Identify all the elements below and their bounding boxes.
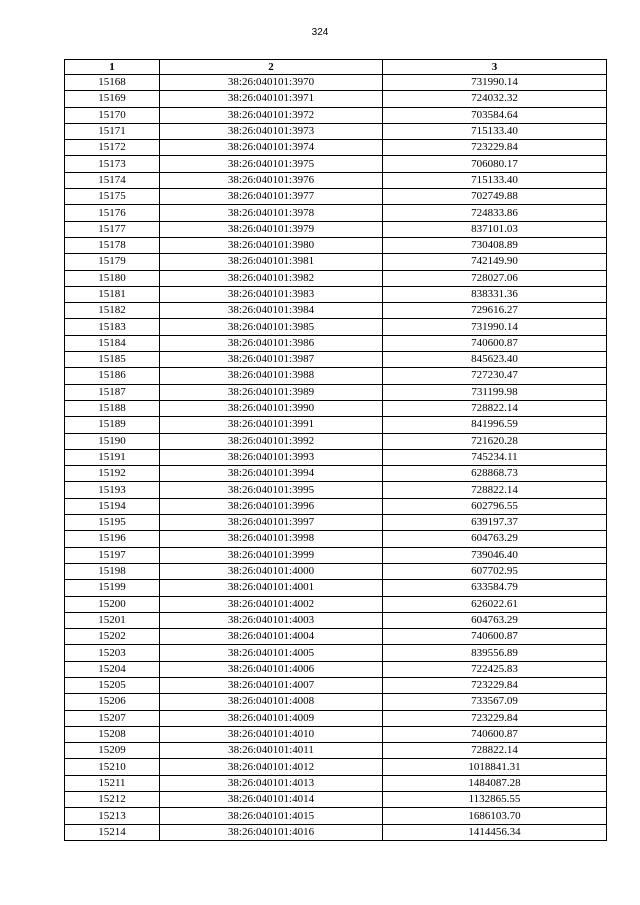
table-row [65, 433, 607, 449]
row-number-cell: 15206 [65, 694, 160, 710]
cadastral-number-cell: 38:26:040101:3975 [160, 156, 383, 172]
cadastral-number-cell: 38:26:040101:4007 [160, 677, 383, 693]
row-number-cell: 15188 [65, 400, 160, 416]
cadastral-value-cell: 604763.29 [383, 612, 607, 628]
cadastral-number-cell: 38:26:040101:3985 [160, 319, 383, 335]
row-number-cell: 15208 [65, 726, 160, 742]
cadastral-number-cell: 38:26:040101:3991 [160, 417, 383, 433]
table-row [65, 547, 607, 563]
table-row [65, 449, 607, 465]
row-number-cell: 15199 [65, 580, 160, 596]
cadastral-value-cell: 626022.61 [383, 596, 607, 612]
cadastral-number-cell: 38:26:040101:4012 [160, 759, 383, 775]
cadastral-value-cell: 1018841.31 [383, 759, 607, 775]
cadastral-number-cell: 38:26:040101:3971 [160, 91, 383, 107]
row-number-cell: 15207 [65, 710, 160, 726]
table-body [65, 75, 607, 841]
row-number-cell: 15189 [65, 417, 160, 433]
cadastral-number-cell: 38:26:040101:4001 [160, 580, 383, 596]
cadastral-value-cell: 602796.55 [383, 498, 607, 514]
row-number-cell: 15214 [65, 824, 160, 840]
row-number-cell: 15197 [65, 547, 160, 563]
row-number-cell: 15201 [65, 612, 160, 628]
cadastral-number-cell: 38:26:040101:3989 [160, 384, 383, 400]
row-number-cell: 15202 [65, 629, 160, 645]
cadastral-value-cell: 706080.17 [383, 156, 607, 172]
cadastral-number-cell: 38:26:040101:3986 [160, 335, 383, 351]
cadastral-value-table [64, 59, 607, 841]
cadastral-number-cell: 38:26:040101:3999 [160, 547, 383, 563]
table-row [65, 661, 607, 677]
cadastral-value-cell: 607702.95 [383, 563, 607, 579]
row-number-cell: 15181 [65, 286, 160, 302]
table-row [65, 612, 607, 628]
table-header-row [65, 60, 607, 75]
cadastral-number-cell: 38:26:040101:4003 [160, 612, 383, 628]
table-row [65, 677, 607, 693]
cadastral-value-cell: 739046.40 [383, 547, 607, 563]
cadastral-value-cell: 715133.40 [383, 172, 607, 188]
cadastral-value-cell: 702749.88 [383, 189, 607, 205]
cadastral-number-cell: 38:26:040101:4014 [160, 792, 383, 808]
cadastral-value-cell: 845623.40 [383, 352, 607, 368]
row-number-cell: 15212 [65, 792, 160, 808]
table-row [65, 466, 607, 482]
row-number-cell: 15194 [65, 498, 160, 514]
cadastral-value-cell: 728822.14 [383, 743, 607, 759]
row-number-cell: 15193 [65, 482, 160, 498]
cadastral-number-cell: 38:26:040101:4006 [160, 661, 383, 677]
row-number-cell: 15175 [65, 189, 160, 205]
cadastral-number-cell: 38:26:040101:3996 [160, 498, 383, 514]
row-number-cell: 15179 [65, 254, 160, 270]
cadastral-number-cell: 38:26:040101:3982 [160, 270, 383, 286]
cadastral-number-cell: 38:26:040101:4005 [160, 645, 383, 661]
table-row [65, 319, 607, 335]
cadastral-value-cell: 733567.09 [383, 694, 607, 710]
cadastral-number-cell: 38:26:040101:4002 [160, 596, 383, 612]
cadastral-value-cell: 838331.36 [383, 286, 607, 302]
table-row [65, 515, 607, 531]
table-row [65, 629, 607, 645]
table-row [65, 400, 607, 416]
cadastral-value-cell: 731990.14 [383, 319, 607, 335]
table-row [65, 482, 607, 498]
table-row [65, 140, 607, 156]
cadastral-number-cell: 38:26:040101:3997 [160, 515, 383, 531]
cadastral-number-cell: 38:26:040101:3984 [160, 303, 383, 319]
table-row [65, 775, 607, 791]
cadastral-value-cell: 740600.87 [383, 726, 607, 742]
row-number-cell: 15171 [65, 123, 160, 139]
cadastral-number-cell: 38:26:040101:3995 [160, 482, 383, 498]
cadastral-number-cell: 38:26:040101:4004 [160, 629, 383, 645]
cadastral-value-cell: 740600.87 [383, 335, 607, 351]
table-row [65, 563, 607, 579]
column-header-2: 2 [160, 60, 383, 75]
cadastral-number-cell: 38:26:040101:3970 [160, 75, 383, 91]
row-number-cell: 15176 [65, 205, 160, 221]
table-row [65, 694, 607, 710]
cadastral-number-cell: 38:26:040101:3977 [160, 189, 383, 205]
cadastral-number-cell: 38:26:040101:4011 [160, 743, 383, 759]
cadastral-number-cell: 38:26:040101:3998 [160, 531, 383, 547]
table-row [65, 254, 607, 270]
cadastral-value-cell: 731199.98 [383, 384, 607, 400]
cadastral-value-cell: 628868.73 [383, 466, 607, 482]
table-row [65, 205, 607, 221]
cadastral-number-cell: 38:26:040101:3974 [160, 140, 383, 156]
cadastral-value-cell: 723229.84 [383, 140, 607, 156]
row-number-cell: 15173 [65, 156, 160, 172]
cadastral-value-cell: 715133.40 [383, 123, 607, 139]
row-number-cell: 15185 [65, 352, 160, 368]
cadastral-number-cell: 38:26:040101:3983 [160, 286, 383, 302]
cadastral-number-cell: 38:26:040101:4010 [160, 726, 383, 742]
cadastral-number-cell: 38:26:040101:3994 [160, 466, 383, 482]
table-row [65, 417, 607, 433]
cadastral-value-cell: 837101.03 [383, 221, 607, 237]
table-row [65, 352, 607, 368]
table-row [65, 498, 607, 514]
row-number-cell: 15209 [65, 743, 160, 759]
cadastral-number-cell: 38:26:040101:3992 [160, 433, 383, 449]
cadastral-number-cell: 38:26:040101:3987 [160, 352, 383, 368]
table-row [65, 172, 607, 188]
row-number-cell: 15211 [65, 775, 160, 791]
cadastral-value-cell: 721620.28 [383, 433, 607, 449]
table-row [65, 156, 607, 172]
table-row [65, 270, 607, 286]
row-number-cell: 15213 [65, 808, 160, 824]
row-number-cell: 15204 [65, 661, 160, 677]
row-number-cell: 15192 [65, 466, 160, 482]
cadastral-number-cell: 38:26:040101:3990 [160, 400, 383, 416]
cadastral-number-cell: 38:26:040101:3980 [160, 237, 383, 253]
cadastral-number-cell: 38:26:040101:3978 [160, 205, 383, 221]
row-number-cell: 15183 [65, 319, 160, 335]
table-row [65, 123, 607, 139]
row-number-cell: 15172 [65, 140, 160, 156]
cadastral-value-cell: 727230.47 [383, 368, 607, 384]
cadastral-number-cell: 38:26:040101:3973 [160, 123, 383, 139]
table-row [65, 107, 607, 123]
row-number-cell: 15169 [65, 91, 160, 107]
cadastral-value-cell: 724833.86 [383, 205, 607, 221]
row-number-cell: 15210 [65, 759, 160, 775]
cadastral-value-cell: 633584.79 [383, 580, 607, 596]
row-number-cell: 15191 [65, 449, 160, 465]
cadastral-value-cell: 1686103.70 [383, 808, 607, 824]
column-header-1: 1 [65, 60, 160, 75]
cadastral-number-cell: 38:26:040101:4015 [160, 808, 383, 824]
cadastral-value-cell: 1414456.34 [383, 824, 607, 840]
row-number-cell: 15187 [65, 384, 160, 400]
table-row [65, 286, 607, 302]
cadastral-number-cell: 38:26:040101:4016 [160, 824, 383, 840]
row-number-cell: 15182 [65, 303, 160, 319]
page-number: 324 [311, 27, 329, 38]
cadastral-value-cell: 730408.89 [383, 237, 607, 253]
cadastral-value-cell: 723229.84 [383, 677, 607, 693]
cadastral-value-cell: 731990.14 [383, 75, 607, 91]
row-number-cell: 15195 [65, 515, 160, 531]
cadastral-number-cell: 38:26:040101:4000 [160, 563, 383, 579]
table-row [65, 384, 607, 400]
cadastral-number-cell: 38:26:040101:3988 [160, 368, 383, 384]
cadastral-value-cell: 1132865.55 [383, 792, 607, 808]
row-number-cell: 15200 [65, 596, 160, 612]
cadastral-number-cell: 38:26:040101:3979 [160, 221, 383, 237]
table-row [65, 335, 607, 351]
cadastral-number-cell: 38:26:040101:3976 [160, 172, 383, 188]
table-row [65, 743, 607, 759]
table-row [65, 221, 607, 237]
row-number-cell: 15198 [65, 563, 160, 579]
cadastral-value-cell: 722425.83 [383, 661, 607, 677]
column-header-3: 3 [383, 60, 607, 75]
cadastral-value-cell: 728822.14 [383, 482, 607, 498]
table-row [65, 824, 607, 840]
row-number-cell: 15168 [65, 75, 160, 91]
table-row [65, 645, 607, 661]
row-number-cell: 15174 [65, 172, 160, 188]
row-number-cell: 15178 [65, 237, 160, 253]
row-number-cell: 15184 [65, 335, 160, 351]
cadastral-number-cell: 38:26:040101:3981 [160, 254, 383, 270]
cadastral-number-cell: 38:26:040101:3993 [160, 449, 383, 465]
cadastral-value-cell: 729616.27 [383, 303, 607, 319]
cadastral-value-cell: 742149.90 [383, 254, 607, 270]
table-row [65, 596, 607, 612]
table-row [65, 91, 607, 107]
row-number-cell: 15196 [65, 531, 160, 547]
cadastral-value-cell: 745234.11 [383, 449, 607, 465]
table-row [65, 189, 607, 205]
table-row [65, 792, 607, 808]
cadastral-number-cell: 38:26:040101:3972 [160, 107, 383, 123]
cadastral-value-cell: 728027.06 [383, 270, 607, 286]
table-row [65, 368, 607, 384]
table-row [65, 808, 607, 824]
table-row [65, 710, 607, 726]
row-number-cell: 15186 [65, 368, 160, 384]
table-row [65, 303, 607, 319]
cadastral-value-cell: 724032.32 [383, 91, 607, 107]
table-row [65, 759, 607, 775]
cadastral-number-cell: 38:26:040101:4008 [160, 694, 383, 710]
table-row [65, 580, 607, 596]
table-row [65, 531, 607, 547]
cadastral-value-cell: 703584.64 [383, 107, 607, 123]
cadastral-value-cell: 841996.59 [383, 417, 607, 433]
row-number-cell: 15190 [65, 433, 160, 449]
cadastral-value-cell: 1484087.28 [383, 775, 607, 791]
cadastral-value-cell: 723229.84 [383, 710, 607, 726]
cadastral-value-cell: 639197.37 [383, 515, 607, 531]
row-number-cell: 15180 [65, 270, 160, 286]
table-row [65, 75, 607, 91]
cadastral-value-cell: 740600.87 [383, 629, 607, 645]
cadastral-value-cell: 604763.29 [383, 531, 607, 547]
cadastral-value-cell: 839556.89 [383, 645, 607, 661]
table-row [65, 726, 607, 742]
cadastral-value-cell: 728822.14 [383, 400, 607, 416]
row-number-cell: 15203 [65, 645, 160, 661]
row-number-cell: 15170 [65, 107, 160, 123]
row-number-cell: 15177 [65, 221, 160, 237]
cadastral-number-cell: 38:26:040101:4009 [160, 710, 383, 726]
row-number-cell: 15205 [65, 677, 160, 693]
cadastral-number-cell: 38:26:040101:4013 [160, 775, 383, 791]
table-row [65, 237, 607, 253]
